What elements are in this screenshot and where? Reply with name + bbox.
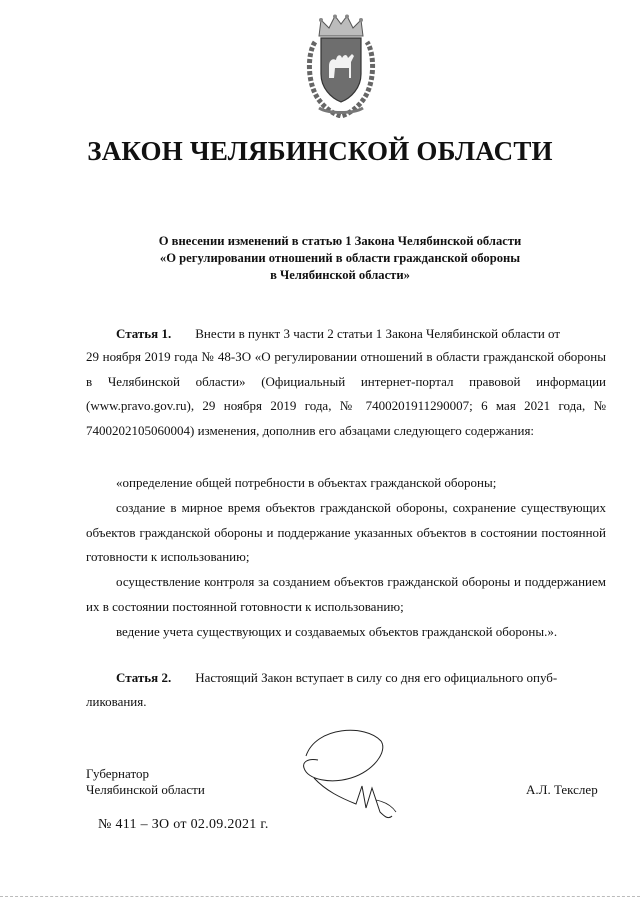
article-2-first-line: Настоящий Закон вступает в силу со дня его официального опуб- — [195, 670, 558, 685]
article-1-label: Статья 1. — [116, 326, 172, 341]
article-2-continuation: ликования. — [86, 694, 147, 709]
article-1-item-1-text: «определение общей потребности в объектах гражданской обороны; — [116, 475, 497, 490]
article-2-label: Статья 2. — [116, 670, 172, 685]
coat-of-arms-emblem — [305, 14, 377, 118]
article-1-heading — [86, 326, 560, 342]
governor-name: А.Л. Текслер — [526, 782, 598, 797]
law-subtitle — [60, 233, 620, 284]
law-number-date: № 411 – ЗО от 02.09.2021 г. — [98, 817, 269, 832]
article-1-body: 29 ноября 2019 года № 48-ЗО «О регулировании отношений в области гражданской обороны в Челябинской области» (Официальный интернет-портал правовой информации (www.pravo.gov.ru), 29 ноября 2019 года, № 7400201911290007; 6 мая 2021 года, № 7400202105060004) изменения, дополнив его абзацами следующего содержания: — [86, 349, 606, 438]
governor-position-line-2: Челябинской области — [86, 782, 205, 797]
article-1-item-3-text: осуществление контроля за созданием объектов гражданской обороны и поддержанием их в состоянии постоянной готовности к использованию; — [86, 574, 606, 614]
scan-edge-divider — [0, 896, 640, 899]
article-1-item-2 — [86, 496, 606, 570]
handwritten-signature — [296, 716, 406, 826]
article-1-item-2-text: создание в мирное время объектов гражданской обороны, сохранение существующих объектов гражданской обороны и поддержание указанных объектов в состоянии постоянной готовности к использованию; — [86, 500, 606, 564]
subtitle-line-2: «О регулировании отношений в области гражданской обороны — [159, 251, 521, 265]
subtitle-line-1: О внесении изменений в статью 1 Закона Челябинской области — [158, 234, 522, 248]
governor-position-line-1: Губернатор — [86, 766, 149, 781]
subtitle-line-3: в Челябинской области» — [270, 268, 410, 282]
law-title: ЗАКОН ЧЕЛЯБИНСКОЙ ОБЛАСТИ — [87, 136, 553, 166]
article-1-item-1 — [86, 471, 606, 496]
article-2-heading — [86, 670, 557, 686]
article-1-item-3 — [86, 570, 606, 619]
article-1-item-4 — [86, 620, 606, 645]
governor-position — [86, 766, 205, 798]
article-1-first-line: Внести в пункт 3 части 2 статьи 1 Закона Челябинской области от — [195, 326, 561, 341]
article-1-item-4-text: ведение учета существующих и создаваемых объектов гражданской обороны.». — [116, 624, 558, 639]
